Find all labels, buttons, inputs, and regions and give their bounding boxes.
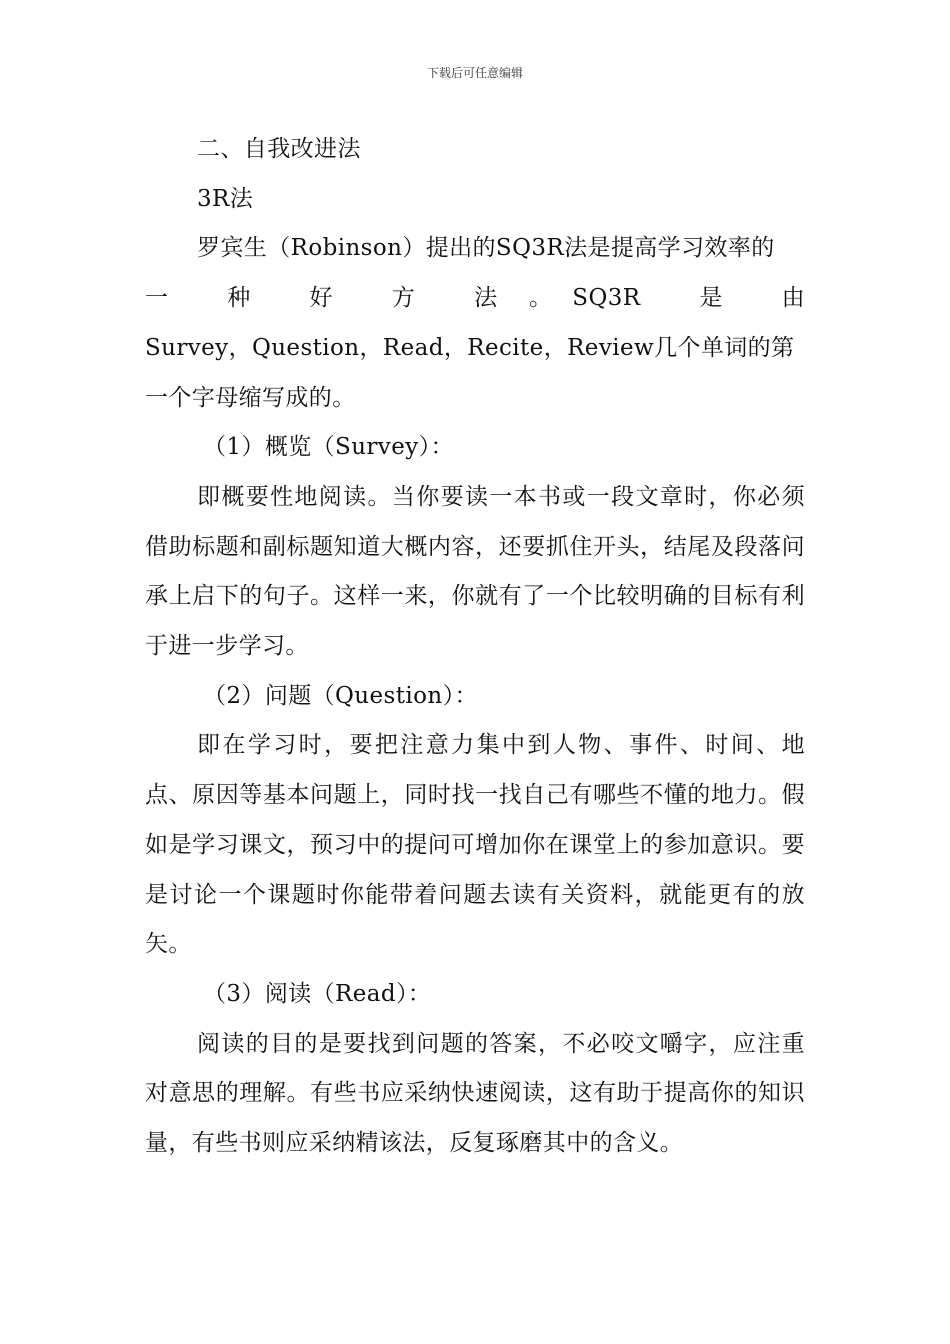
step2-title: （2）问题（Question）： <box>203 682 478 709</box>
document-body <box>145 125 805 1169</box>
step1-title: （1）概览（Survey）： <box>203 434 454 461</box>
intro-line-1: 罗宾生（Robinson）提出的SQ3R法是提高学习效率的 <box>197 235 775 262</box>
step2-body: 即在学习时，要把注意力集中到人物、事件、时间、地点、原因等基本问题上，同时找一找自己有哪些不懂的地力。假如是学习课文，预习中的提问可增加你在课堂上的参加意识。要是讨论一个课题时你能带着问题去读有关资料，就能更有的放矢。 <box>145 732 805 958</box>
method-title: 3R法 <box>197 185 254 212</box>
step3-title: （3）阅读（Read）： <box>203 980 432 1007</box>
intro-line-4: 一个字母缩写成的。 <box>145 384 356 411</box>
page-header-watermark: 下载后可任意编辑 <box>426 66 523 80</box>
step3-body: 阅读的目的是要找到问题的答案，不必咬文嚼字，应注重对意思的理解。有些书应采纳快速阅读，这有助于提高你的知识量，有些书则应采纳精该法，反复琢磨其中的含义。 <box>145 1030 805 1157</box>
intro-line-2: 一 种 好 方 法 。 SQ3R 是 由 <box>145 285 805 312</box>
section-heading: 二、自我改进法 <box>197 136 361 162</box>
intro-line-3: Survey，Question，Read，Recite，Review几个单词的第 <box>145 334 795 361</box>
step1-body: 即概要性地阅读。当你要读一本书或一段文章时，你必须借助标题和副标题知道大概内容，还要抓住开头，结尾及段落问承上启下的句子。这样一来，你就有了一个比较明确的目标有利于进一步学习。 <box>145 483 805 660</box>
